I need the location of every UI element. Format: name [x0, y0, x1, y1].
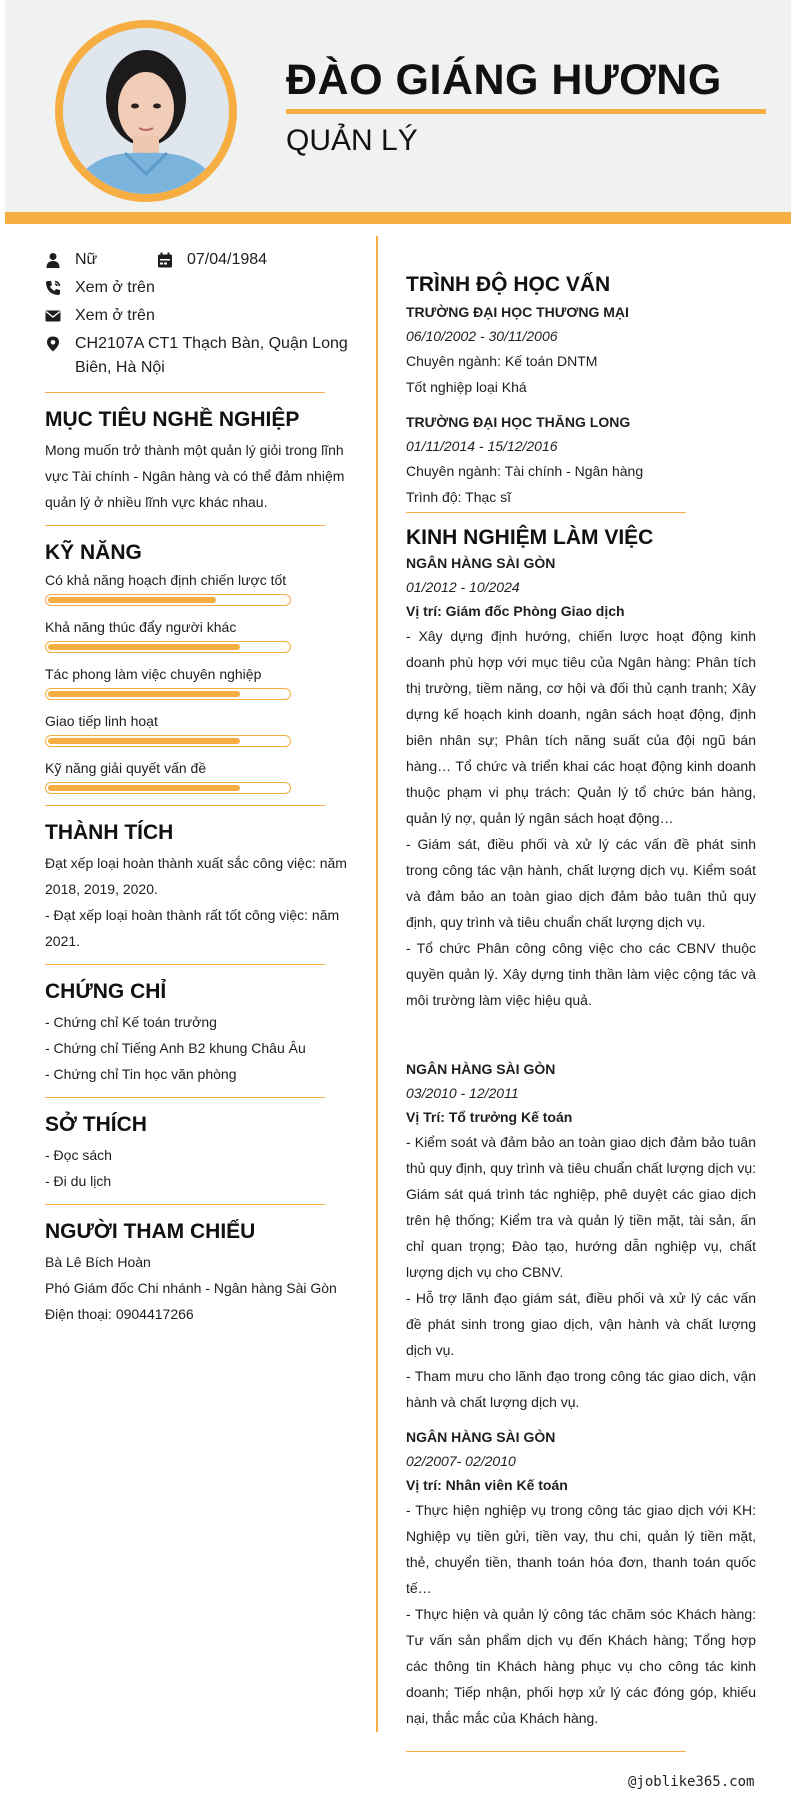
- company-name: NGÂN HÀNG SÀI GÒN: [406, 1061, 556, 1077]
- experience-heading: KINH NGHIỆM LÀM VIỆC: [406, 526, 654, 549]
- certificates-list: [45, 1009, 353, 1087]
- job-duty: - Giám sát, điều phối và xử lý các vấn đề phát sinh trong công tác vận hành, chất lượng dịch vụ. Kiểm soát và đảm bảo an toàn giao dịch đảm bảo tuân thủ quy định, quy trình và tiêu chuẩn chất lượng dịch vụ.: [406, 836, 756, 930]
- job-dates: 01/2012 - 10/2024: [406, 579, 520, 595]
- skill-label: Tác phong làm việc chuyên nghiệp: [45, 666, 262, 682]
- skills-list: [45, 570, 353, 794]
- job-entry: [406, 551, 756, 1013]
- certificate-item: - Chứng chỉ Tiếng Anh B2 khung Châu Âu: [45, 1040, 306, 1056]
- contact-phone-row: [45, 276, 353, 304]
- address-line-1: CH2107A CT1 Thạch Bàn, Quận Long: [75, 335, 348, 352]
- skill-item: [45, 570, 353, 606]
- job-position: Vị trí: Giám đốc Phòng Giao dịch: [406, 603, 625, 619]
- contact-address-row: [45, 332, 353, 388]
- skill-item: [45, 758, 353, 794]
- certificate-item: - Chứng chỉ Tin học văn phòng: [45, 1066, 237, 1082]
- skill-item: [45, 617, 353, 653]
- certificates-heading: CHỨNG CHỈ: [45, 980, 167, 1003]
- address-line-2: Biên, Hà Nội: [75, 359, 165, 376]
- location-pin-icon: [45, 336, 61, 352]
- job-position: Vị trí: Nhân viên Kế toán: [406, 1477, 568, 1493]
- skill-bar-fill: [48, 785, 240, 791]
- education-detail: Chuyên ngành: Kế toán DNTM: [406, 353, 598, 369]
- job-dates: 02/2007- 02/2010: [406, 1453, 516, 1469]
- school-name: TRƯỜNG ĐẠI HỌC THĂNG LONG: [406, 414, 631, 430]
- candidate-name: ĐÀO GIÁNG HƯƠNG: [286, 56, 722, 104]
- achievements-heading: THÀNH TÍCH: [45, 821, 174, 844]
- skill-bar: [45, 735, 291, 747]
- job-duty: - Tham mưu cho lãnh đạo trong công tác giao dich, vận hành và chất lượng dịch vụ.: [406, 1368, 756, 1410]
- achievement-line: - Đạt xếp loại hoàn thành rất tốt công việc: năm: [45, 907, 340, 923]
- contact-gender-row: [45, 248, 353, 276]
- email-value: Xem ở trên: [75, 307, 155, 324]
- right-column: [406, 272, 756, 1752]
- skill-bar-fill: [48, 597, 216, 603]
- envelope-icon: [45, 308, 61, 324]
- hobby-item: - Đi du lịch: [45, 1173, 112, 1189]
- company-name: NGÂN HÀNG SÀI GÒN: [406, 555, 556, 571]
- skill-bar: [45, 688, 291, 700]
- education-detail: Chuyên ngành: Tài chính - Ngân hàng: [406, 463, 644, 479]
- skill-item: [45, 664, 353, 700]
- skill-bar-fill: [48, 738, 240, 744]
- skill-label: Khả năng thúc đẩy người khác: [45, 619, 237, 635]
- section-divider: [45, 805, 325, 806]
- reference-line: Bà Lê Bích Hoàn: [45, 1254, 151, 1270]
- contact-email-row: [45, 304, 353, 332]
- skill-label: Có khả năng hoạch định chiến lược tốt: [45, 572, 287, 588]
- achievements-text: [45, 850, 353, 954]
- address-value: [75, 332, 348, 380]
- section-divider: [45, 1097, 325, 1098]
- skill-item: [45, 711, 353, 747]
- candidate-title: QUẢN LÝ: [286, 124, 418, 157]
- job-entry: [406, 1425, 756, 1731]
- job-duty: - Tổ chức Phân công công việc cho các CBNV thuộc quyền quản lý. Xây dựng tinh thần làm việc cộng tác và môi trường làm việc hiệu quả.: [406, 940, 756, 1008]
- section-divider: [406, 512, 686, 513]
- certificate-item: - Chứng chỉ Kế toán trưởng: [45, 1014, 217, 1030]
- skill-bar: [45, 641, 291, 653]
- section-divider: [406, 1751, 686, 1752]
- achievement-line: 2018, 2019, 2020.: [45, 881, 158, 897]
- phone-icon: [45, 280, 61, 296]
- job-entry: [406, 1057, 756, 1415]
- job-duty: - Thực hiện và quản lý công tác chăm sóc Khách hàng: Tư vấn sản phẩm dịch vụ đến Khách hàng; Tổng hợp các thông tin Khách hàng phục vụ cho công tác kinh doanh; Tiếp nhận, phối hợp xử lý các đóng góp, khiếu nại, thắc mắc của Khách hàng.: [406, 1606, 756, 1726]
- objective-text: [45, 437, 353, 515]
- education-detail: Trình độ: Thạc sĩ: [406, 489, 512, 505]
- education-dates: 01/11/2014 - 15/12/2016: [406, 438, 558, 454]
- calendar-icon: [157, 252, 173, 268]
- phone-value: Xem ở trên: [75, 279, 155, 296]
- skills-heading: KỸ NĂNG: [45, 541, 142, 564]
- skill-bar: [45, 782, 291, 794]
- name-underline: [286, 109, 766, 114]
- references-text: [45, 1249, 353, 1327]
- objective-line: Mong muốn trở thành một quản lý giỏi trong lĩnh: [45, 442, 344, 458]
- education-heading: TRÌNH ĐỘ HỌC VẤN: [406, 273, 611, 296]
- job-position: Vị Trí: Tổ trưởng Kế toán: [406, 1109, 573, 1125]
- skill-label: Giao tiếp linh hoạt: [45, 713, 158, 729]
- hobbies-heading: SỞ THÍCH: [45, 1113, 147, 1136]
- education-item: [406, 410, 756, 510]
- education-detail: Tốt nghiệp loại Khá: [406, 379, 527, 395]
- portrait-image: [63, 28, 229, 194]
- column-divider: [376, 236, 378, 1732]
- birthdate-value: 07/04/1984: [187, 251, 268, 268]
- skill-bar-fill: [48, 644, 240, 650]
- reference-line: Phó Giám đốc Chi nhánh - Ngân hàng Sài Gòn: [45, 1280, 337, 1296]
- education-dates: 06/10/2002 - 30/11/2006: [406, 328, 558, 344]
- site-watermark: @joblike365.com: [628, 1774, 755, 1790]
- job-duty: - Xây dựng định hướng, chiến lược hoạt động kinh doanh phù hợp với mục tiêu của Ngân hàng: Phân tích thị trường, tiềm năng, cơ hội và đối thủ cạnh tranh; Xây dựng kế hoạch kinh doanh, ngân sách hoạt động, định biên nhân sự; Phân tích năng suất của đội ngũ bán hàng… Tổ chức và triển khai các hoạt động kinh doanh thuộc phạm vi phụ trách: Quản lý tổ chức bán hàng, quản lý nợ, quản lý ngân sách hoạt động…: [406, 628, 756, 826]
- job-dates: 03/2010 - 12/2011: [406, 1085, 519, 1101]
- achievement-line: Đạt xếp loại hoàn thành xuất sắc công việc: năm: [45, 855, 347, 871]
- references-heading: NGƯỜI THAM CHIẾU: [45, 1220, 256, 1243]
- hobby-item: - Đọc sách: [45, 1147, 112, 1163]
- job-duty: - Hỗ trợ lãnh đạo giám sát, điều phối và xử lý các vấn đề phát sinh trong giao dịch, vận hành và chất lượng dịch vụ.: [406, 1290, 756, 1358]
- job-duty: - Thực hiện nghiệp vụ trong công tác giao dịch với KH: Nghiệp vụ tiền gửi, tiền vay, thu chi, quản lý tiền mặt, thẻ, chuyển tiền, thanh toán hóa đơn, thanh toán quốc tế…: [406, 1502, 756, 1596]
- gender-value: Nữ: [75, 251, 98, 268]
- hobbies-list: [45, 1142, 353, 1194]
- education-item: [406, 300, 756, 400]
- job-duty: - Kiểm soát và đảm bảo an toàn giao dịch đảm bảo tuân thủ quy định, quy trình và tiêu chuẩn chất lượng dịch vụ: Giám sát quá trình tác nghiệp, phê duyệt các giao dịch trên hệ thống; Kiểm tra và quản lý tiền mặt, tài sản, ấn chỉ quan trọng; Đào tạo, hướng dẫn nghiệp vụ, chất lượng dịch vụ cho CBNV.: [406, 1134, 756, 1280]
- school-name: TRƯỜNG ĐẠI HỌC THƯƠNG MẠI: [406, 304, 629, 320]
- section-divider: [45, 392, 325, 393]
- company-name: NGÂN HÀNG SÀI GÒN: [406, 1429, 556, 1445]
- section-divider: [45, 964, 325, 965]
- person-icon: [45, 252, 61, 268]
- achievement-line: 2021.: [45, 933, 81, 949]
- section-divider: [45, 1204, 325, 1205]
- skill-bar-fill: [48, 691, 240, 697]
- objective-heading: MỤC TIÊU NGHỀ NGHIỆP: [45, 408, 300, 431]
- objective-line: quản lý ở nhiều lĩnh vực khác nhau.: [45, 494, 268, 510]
- profile-photo: [55, 20, 237, 202]
- skill-bar: [45, 594, 291, 606]
- skill-label: Kỹ năng giải quyết vấn đề: [45, 760, 207, 776]
- header-accent-bar: [5, 212, 791, 224]
- section-divider: [45, 525, 325, 526]
- reference-line: Điện thoại: 0904417266: [45, 1306, 194, 1322]
- left-column: [45, 248, 353, 1327]
- objective-line: vực Tài chính - Ngân hàng và có thể đảm nhiệm: [45, 468, 345, 484]
